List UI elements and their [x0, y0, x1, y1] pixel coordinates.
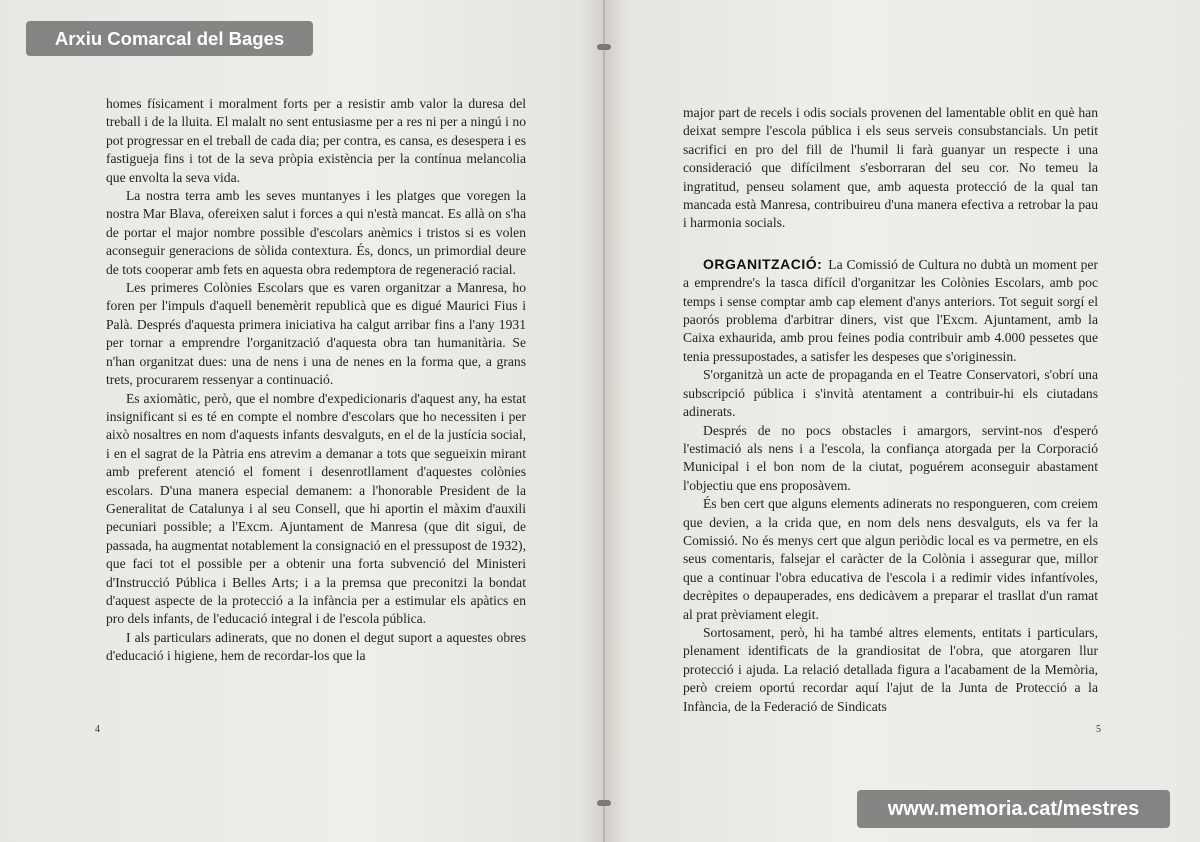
left-page-text — [106, 95, 526, 666]
paragraph: I als particulars adinerats, que no donen el degut suport a aquestes obres d'educació i higiene, hem de recordar-los que la — [106, 629, 526, 664]
page-number-left: 4 — [95, 724, 100, 735]
paragraph: Es axiomàtic, però, que el nombre d'expedicionaris d'aquest any, ha estat insignificant si es té en compte el nombre d'escolars que ho necessiten i per això nosaltres en nom d'aquests infants desvalguts, en el de la justícia social, i en el sagrat de la Pàtria ens atrevim a demanar a tots que segueixin mirant amb preferent atenció el foment i desenrotllament d'aquestes colònies escolars. D'una manera especial demanem: a l'honorable President de la Generalitat de Catalunya i al seu Consell, que hi aportin el màxim d'auxili pecuniari possible; a l'Excm. Ajuntament de Manresa (que dit sigui, de passada, ha augmentat notablement la consignació en el pressupost de 1932), que faci tot el possible per a obtenir una forta subvenció del Ministeri d'Instrucció Pública i Belles Arts; i a la premsa que preconitzi la bondat d'aquest aspecte de la protecció a la infància per a estimular els apàtics en pro dels infants, de l'educació integral i de l'escola pública. — [106, 390, 526, 627]
section-lead-text: La Comissió de Cultura no dubtà un moment per a emprendre's la tasca difícil d'organitzar les Colònies Escolars, amb poc temps i sense comptar amb cap element d'anys anteriors. Tot seguit sorgí el paorós problema d'arbitrar diners, vist que l'Excm. Ajuntament, amb la Caixa exhaurida, amb prou feines podia contribuir amb 4.000 pessetes que tenia pressupostades, a satisfer les despeses que s'originessin. — [683, 256, 1098, 364]
section-paragraph — [683, 255, 1098, 366]
paragraph: Les primeres Colònies Escolars que es varen organitzar a Manresa, ho foren per l'impuls d'aquell benemèrit republicà que es digué Maurici Fius i Palà. Després d'aquesta primera iniciativa ha calgut arribar fins a l'any 1931 per tornar a emprendre l'organització d'aquesta obra tan humanitària. Se n'han organitzat dues: una de nens i una de nenes en la forma que, a grans trets, procurarem ressenyar a continuació. — [106, 280, 526, 388]
right-page-text — [683, 104, 1098, 716]
paragraph: homes físicament i moralment forts per a resistir amb valor la duresa del treball i de la lluita. El malalt no sent entusiasme per a res ni per a ningú i no pot progressar en el treball de cada dia; per contra, es cansa, es desespera i es fastigueja fins i tot de la seva pròpia existència per la contínua melancolia que envolta la seva vida. — [106, 96, 526, 185]
archive-watermark: Arxiu Comarcal del Bages — [26, 21, 313, 56]
paragraph: La nostra terra amb les seves muntanyes i les platges que voregen la nostra Mar Blava, ofereixen salut i forces a qui n'està mancat. Es allà on s'ha de portar el major nombre possible d'escolars anèmics i tristos si es volen aconseguir generacions de sòlida contextura. És, doncs, un primordial deure de tots cooperar amb fets en aquesta obra redemptora de regeneració racial. — [106, 188, 526, 277]
paragraph: major part de recels i odis socials provenen del lamentable oblit en què han deixat sempre l'escola pública i els seus serveis consubstancials. Un petit sacrifici en pro del fill de l'humil li farà guanyar un respecte i una consideració que difícilment s'esborraran del seu cor. No temeu la ingratitud, penseu solament que, amb aquesta protecció de la qual tan mancada està Manresa, contribuireu d'una manera efectiva a retrobar la pau i harmonia socials. — [683, 105, 1098, 231]
website-watermark: www.memoria.cat/mestres — [857, 790, 1170, 828]
section-heading: ORGANITZACIÓ: — [703, 255, 823, 272]
paragraph: Sortosament, però, hi ha també altres elements, entitats i particulars, plenament identificats de la grandiositat de l'obra, que atorgaren llur protecció i ajuda. La relació detallada figura a l'acabament de la Memòria, però creiem oportú recordar aquí l'ajut de la Junta de Protecció a la Infància, de la Federació de Sindicats — [683, 624, 1098, 714]
staple-icon — [597, 44, 611, 50]
paragraph: S'organitzà un acte de propaganda en el Teatre Conservatori, s'obrí una subscripció pública i s'invità atentament a contribuir-hi els ciutadans adinerats. — [683, 367, 1098, 420]
binding-gutter — [603, 0, 605, 842]
page-number-right: 5 — [1096, 724, 1101, 735]
paragraph: És ben cert que alguns elements adinerats no respongueren, com creiem que devien, a la crida que, en nom dels nens desvalguts, els va fer la Comissió. No és menys cert que algun periòdic local es va permetre, en els seus comentaris, falsejar el caràcter de la Colònia i assegurar que, millor que a continuar l'obra educativa de l'escola i a redimir vides infantívoles, decrèpites o depauperades, ens dedicàvem a preparar el trasllat d'un ramat al prat prèviament elegit. — [683, 496, 1098, 622]
staple-icon — [597, 800, 611, 806]
paragraph: Després de no pocs obstacles i amargors, servint-nos d'esperó l'estimació als nens i a l'escola, la confiança atorgada per la Corporació Municipal i el bon nom de la ciutat, poguérem aconseguir abastament l'objectiu que ens proposàvem. — [683, 422, 1098, 493]
